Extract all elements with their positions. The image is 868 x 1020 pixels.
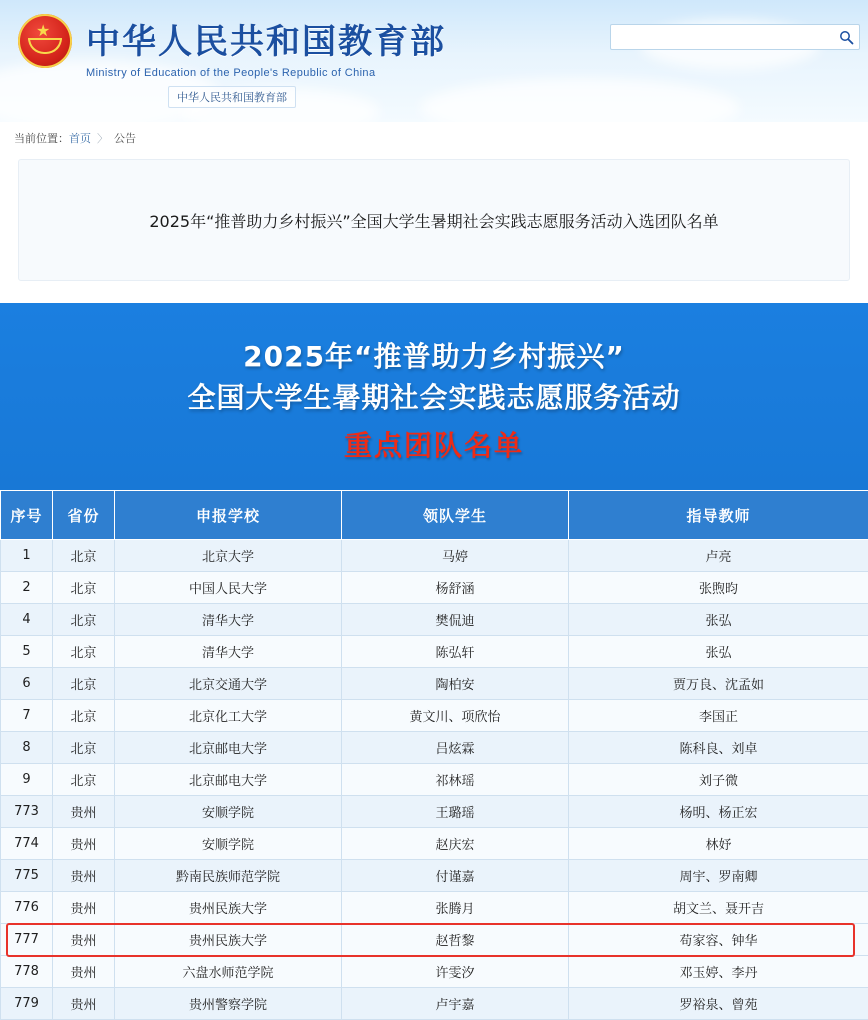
cell-seq: 4: [1, 604, 53, 636]
cell-seq: 779: [1, 988, 53, 1020]
cell-school: 北京大学: [115, 540, 342, 572]
cell-teacher: 张弘: [569, 604, 868, 636]
cell-teacher: 周宇、罗南卿: [569, 860, 868, 892]
cell-province: 贵州: [53, 988, 115, 1020]
cell-leader: 吕炫霖: [342, 732, 569, 764]
cell-leader: 马婷: [342, 540, 569, 572]
site-title-en: Ministry of Education of the People's Republic of China: [86, 67, 446, 79]
cell-school: 清华大学: [115, 604, 342, 636]
breadcrumb-home[interactable]: 首页: [69, 130, 91, 146]
cell-seq: 1: [1, 540, 53, 572]
column-header-seq: 序号: [1, 491, 53, 540]
cell-seq: 777: [1, 924, 53, 956]
cell-school: 安顺学院: [115, 828, 342, 860]
roster-table-wrap: [0, 490, 868, 1020]
table-row: [1, 668, 868, 700]
search-box[interactable]: [610, 24, 860, 50]
cell-school: 北京交通大学: [115, 668, 342, 700]
cell-school: 贵州民族大学: [115, 924, 342, 956]
table-header-row: [1, 491, 868, 540]
cell-seq: 2: [1, 572, 53, 604]
cell-province: 北京: [53, 604, 115, 636]
column-header-province: 省份: [53, 491, 115, 540]
breadcrumb-separator: 〉: [97, 130, 108, 146]
cell-province: 贵州: [53, 956, 115, 988]
cell-seq: 774: [1, 828, 53, 860]
article-card: [18, 159, 850, 281]
cell-school: 北京邮电大学: [115, 764, 342, 796]
cell-seq: 6: [1, 668, 53, 700]
cell-teacher: 邓玉婷、李丹: [569, 956, 868, 988]
table-row: [1, 892, 868, 924]
cell-province: 贵州: [53, 796, 115, 828]
cell-seq: 778: [1, 956, 53, 988]
cell-province: 北京: [53, 572, 115, 604]
cell-province: 贵州: [53, 828, 115, 860]
table-row: [1, 860, 868, 892]
site-title-block: [86, 14, 446, 79]
cell-leader: 赵庆宏: [342, 828, 569, 860]
roster-table: [0, 490, 868, 1020]
breadcrumb-current: 公告: [114, 130, 136, 146]
cell-leader: 赵哲黎: [342, 924, 569, 956]
cell-leader: 黄文川、项欣怡: [342, 700, 569, 732]
poster-line-3: 重点团队名单: [0, 424, 868, 464]
poster-banner: [0, 303, 868, 490]
cloud-decoration: [420, 78, 740, 122]
cell-teacher: 胡文兰、聂开吉: [569, 892, 868, 924]
site-title-cn: 中华人民共和国教育部: [86, 14, 446, 63]
cell-province: 北京: [53, 668, 115, 700]
ministry-tag: 中华人民共和国教育部: [168, 86, 296, 108]
cell-school: 安顺学院: [115, 796, 342, 828]
breadcrumb: [0, 122, 868, 155]
table-row: [1, 572, 868, 604]
cell-teacher: 林妤: [569, 828, 868, 860]
cell-province: 北京: [53, 700, 115, 732]
cell-province: 北京: [53, 732, 115, 764]
cell-seq: 776: [1, 892, 53, 924]
cell-leader: 王璐瑶: [342, 796, 569, 828]
cell-school: 六盘水师范学院: [115, 956, 342, 988]
cell-leader: 祁林瑶: [342, 764, 569, 796]
cell-leader: 陈弘轩: [342, 636, 569, 668]
national-emblem-icon: ★: [14, 10, 76, 72]
cell-school: 贵州民族大学: [115, 892, 342, 924]
cell-teacher: 刘子微: [569, 764, 868, 796]
cell-teacher: 杨明、杨正宏: [569, 796, 868, 828]
search-icon[interactable]: [833, 26, 859, 48]
cell-province: 北京: [53, 540, 115, 572]
table-row: [1, 956, 868, 988]
cell-school: 黔南民族师范学院: [115, 860, 342, 892]
column-header-teacher: 指导教师: [569, 491, 868, 540]
cell-seq: 7: [1, 700, 53, 732]
cell-seq: 5: [1, 636, 53, 668]
cell-leader: 陶柏安: [342, 668, 569, 700]
poster-line-2: 全国大学生暑期社会实践志愿服务活动: [0, 378, 868, 419]
cell-teacher: 张煦昀: [569, 572, 868, 604]
site-header: [0, 0, 868, 122]
cell-seq: 775: [1, 860, 53, 892]
table-row: [1, 636, 868, 668]
page-title: 2025年“推普助力乡村振兴”全国大学生暑期社会实践志愿服务活动入选团队名单: [125, 209, 742, 232]
roster-table-body: [1, 540, 868, 1020]
cell-leader: 张腾月: [342, 892, 569, 924]
cell-seq: 8: [1, 732, 53, 764]
cell-teacher: 卢亮: [569, 540, 868, 572]
cell-province: 贵州: [53, 860, 115, 892]
poster-line-1: 2025年“推普助力乡村振兴”: [0, 337, 868, 378]
column-header-school: 申报学校: [115, 491, 342, 540]
cell-seq: 773: [1, 796, 53, 828]
cell-seq: 9: [1, 764, 53, 796]
cell-leader: 卢宇嘉: [342, 988, 569, 1020]
cell-province: 贵州: [53, 892, 115, 924]
cell-province: 贵州: [53, 924, 115, 956]
table-row: [1, 540, 868, 572]
breadcrumb-label: 当前位置：: [14, 130, 69, 146]
cell-leader: 杨舒涵: [342, 572, 569, 604]
cell-school: 北京化工大学: [115, 700, 342, 732]
table-row: [1, 732, 868, 764]
table-row: [1, 796, 868, 828]
search-input[interactable]: [611, 27, 833, 47]
cell-teacher: 张弘: [569, 636, 868, 668]
table-row: [1, 988, 868, 1020]
cell-leader: 许雯汐: [342, 956, 569, 988]
cell-teacher: 罗裕泉、曾苑: [569, 988, 868, 1020]
cell-leader: 付谨嘉: [342, 860, 569, 892]
cell-school: 北京邮电大学: [115, 732, 342, 764]
cell-province: 北京: [53, 636, 115, 668]
column-header-leader: 领队学生: [342, 491, 569, 540]
table-row: [1, 604, 868, 636]
cell-teacher: 贾万良、沈孟如: [569, 668, 868, 700]
cell-school: 中国人民大学: [115, 572, 342, 604]
cell-school: 贵州警察学院: [115, 988, 342, 1020]
cell-teacher: 陈科良、刘卓: [569, 732, 868, 764]
cell-teacher: 苟家容、钟华: [569, 924, 868, 956]
cell-teacher: 李国正: [569, 700, 868, 732]
cell-school: 清华大学: [115, 636, 342, 668]
table-row: [1, 764, 868, 796]
table-row: [1, 924, 868, 956]
cell-leader: 樊侃迪: [342, 604, 569, 636]
table-row: [1, 828, 868, 860]
cell-province: 北京: [53, 764, 115, 796]
table-row: [1, 700, 868, 732]
